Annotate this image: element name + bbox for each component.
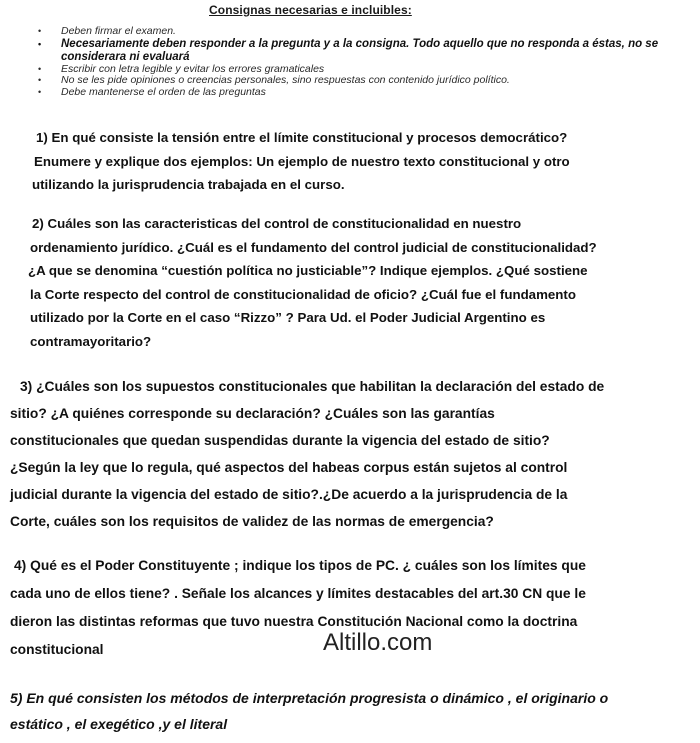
question-1: [10, 126, 690, 197]
question-line: utilizando la jurisprudencia trabajada en el curso.: [32, 177, 345, 192]
watermark-logo: Altillo.com: [323, 629, 433, 656]
question-line: constitucional: [10, 642, 104, 657]
question-line: 3) ¿Cuáles son los supuestos constitucionales que habilitan la declaración del estado de: [20, 379, 605, 394]
instruction-item: [36, 38, 676, 64]
instructions-title: Consignas necesarias e incluibles:: [209, 3, 412, 17]
question-line: dieron las distintas reformas que tuvo nuestra Constitución Nacional como la doctrina: [10, 614, 578, 629]
question-line: sitio? ¿A quiénes corresponde su declaración? ¿Cuáles son las garantías: [10, 406, 495, 421]
bullet-icon: •: [38, 86, 42, 97]
bullet-icon: •: [38, 38, 42, 49]
bullet-icon: •: [38, 26, 42, 36]
question-line: constitucionales que quedan suspendidas durante la vigencia del estado de sitio?: [10, 433, 550, 448]
question-line: ordenamiento jurídico. ¿Cuál es el fundamento del control judicial de constitucionalidad?: [30, 239, 597, 255]
question-2: [10, 212, 690, 353]
instruction-item: [36, 26, 676, 38]
question-line: ¿A que se denomina “cuestión política no justiciable”? Indique ejemplos. ¿Qué sostiene: [28, 263, 588, 278]
instruction-text: Escribir con letra legible y evitar los errores gramaticales: [61, 62, 325, 75]
question-line: la Corte respecto del control de constitucionalidad de oficio? ¿Cuál fue el fundamento: [30, 286, 576, 302]
bullet-icon: •: [38, 75, 42, 85]
question-line: judicial durante la vigencia del estado de sitio?.¿De acuerdo a la jurisprudencia de la: [10, 487, 568, 502]
question-line: 5) En qué consisten los métodos de interpretación progresista o dinámico , el originario o: [10, 690, 609, 706]
instruction-item: [36, 87, 676, 99]
instruction-text: Debe mantenerse el orden de las preguntas: [61, 85, 266, 98]
question-line: 2) Cuáles son las caracteristicas del control de constitucionalidad en nuestro: [32, 216, 522, 231]
instruction-text: No se les pide opiniones o creencias personales, sino respuestas con contenido jurídico político.: [61, 74, 510, 86]
question-5: [10, 685, 690, 737]
question-line: estático , el exegético ,y el literal: [10, 716, 228, 732]
instruction-text: Necesariamente deben responder a la pregunta y a la consigna. Todo aquello que no responda a éstas, no se considerara ni evaluará: [61, 37, 659, 63]
instruction-text: Deben firmar el examen.: [61, 25, 176, 37]
question-line: 1) En qué consiste la tensión entre el límite constitucional y procesos democrático?: [36, 130, 568, 145]
question-3: [10, 373, 690, 535]
question-line: 4) Qué es el Poder Constituyente ; indique los tipos de PC. ¿ cuáles son los límites que: [14, 558, 586, 573]
question-line: cada uno de ellos tiene? . Señale los alcances y límites destacables del art.30 CN que le: [10, 586, 586, 601]
instructions-list: [36, 26, 676, 98]
question-line: ¿Según la ley que lo regula, qué aspectos del habeas corpus están sujetos al control: [10, 460, 568, 475]
question-line: Corte, cuáles son los requisitos de validez de las normas de emergencia?: [10, 514, 494, 529]
bullet-icon: •: [38, 63, 42, 74]
question-line: Enumere y explique dos ejemplos: Un ejemplo de nuestro texto constitucional y otro: [34, 153, 570, 169]
question-line: contramayoritario?: [30, 333, 152, 349]
question-line: utilizado por la Corte en el caso “Rizzo” ? Para Ud. el Poder Judicial Argentino es: [30, 310, 546, 325]
